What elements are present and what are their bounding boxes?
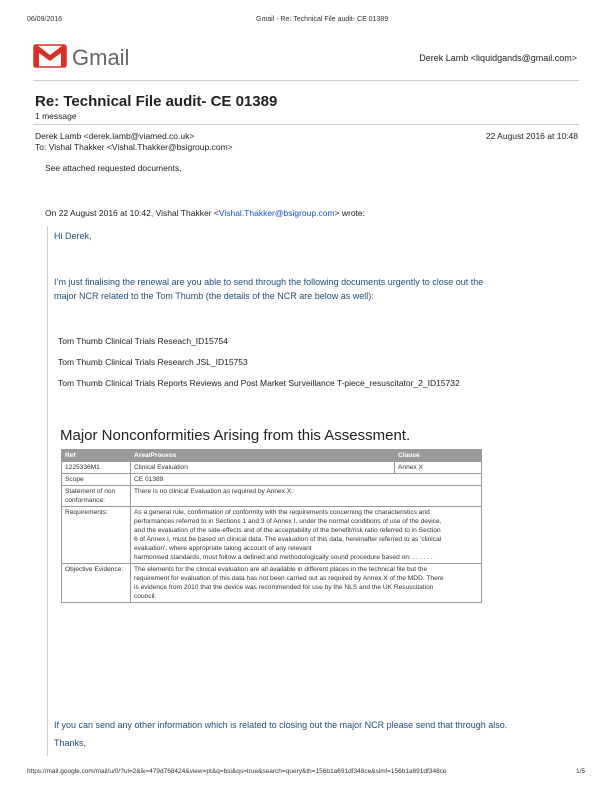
- message-body: See attached requested documents,: [45, 163, 182, 173]
- ncr-text-line: evaluation', where appropriate taking account of any relevant: [134, 545, 312, 552]
- document-item: Tom Thumb Clinical Trials Reports Reviews and Post Market Surveillance T-piece_resuscitator_2_ID15732: [58, 378, 460, 388]
- quote-attr-prefix: On 22 August 2016 at 10:42, Vishal Thakker <: [45, 208, 219, 218]
- subject-divider: [33, 124, 579, 125]
- quote-attribution: [45, 208, 365, 218]
- quoted-intro-line2: major NCR related to the Tom Thumb (the details of the NCR are below as well):: [54, 291, 374, 301]
- quote-sender-email-link[interactable]: Vishal.Thakker@bsigroup.com: [218, 208, 335, 218]
- quote-bar: [47, 226, 48, 756]
- ncr-table: [61, 449, 482, 603]
- ncr-area-value: Clinical Evaluation: [131, 462, 395, 474]
- table-row: [62, 486, 482, 507]
- app-name: Gmail: [72, 45, 130, 70]
- gmail-logo[interactable]: [33, 44, 133, 72]
- ncr-text-line: council.: [134, 593, 157, 600]
- print-title: Gmail - Re: Technical File audit- CE 01389: [256, 16, 389, 23]
- ncr-text-line: is evidence from 2010 that the device was recommended for use by the NLS and the UK Resuscitation: [134, 584, 434, 591]
- ncr-scope-label: Scope: [62, 474, 131, 486]
- table-row: [62, 564, 482, 603]
- ncr-text-line: requirement for evaluation of this data has not been carried out as required by Annex X of the MDD. There: [134, 575, 444, 582]
- ncr-header-row: [62, 450, 482, 462]
- ncr-text-line: 6 of Annex I, must be based on clinical data. The evaluation of this data, hereinafter referred to as 'clinical: [134, 536, 442, 543]
- gmail-m-icon: [33, 44, 67, 68]
- quoted-intro-line1: I’m just finalising the renewal are you able to send through the following documents urgently to close out the: [54, 277, 484, 287]
- ncr-header-ref: Ref: [62, 450, 131, 462]
- ncr-text-line: harmonised standards, must follow a defined and methodologically sound procedure based on: . . . . . .: [134, 554, 433, 561]
- ncr-requirements-value: [131, 507, 482, 564]
- ncr-header-area: Area/Process: [131, 450, 395, 462]
- message-from[interactable]: Derek Lamb <derek.lamb@viamed.co.uk>: [35, 131, 195, 141]
- ncr-objective-value: [131, 564, 482, 603]
- header-divider: [33, 80, 579, 81]
- ncr-ref-value: 1225336M1: [62, 462, 131, 474]
- account-label: Derek Lamb <liquidgands@gmail.com>: [419, 53, 577, 63]
- quoted-signoff: Thanks,: [54, 738, 87, 748]
- ncr-title: Major Nonconformities Arising from this Assessment.: [60, 427, 411, 444]
- ncr-text-line: and the evaluation of the side-effects and of the acceptability of the benefit/risk ratio referred to in Section: [134, 527, 441, 534]
- ncr-scope-value: CE 01389: [131, 474, 482, 486]
- print-url[interactable]: https://mail.google.com/mail/u/0/?ui=2&ik=479d768424&view=pt&q=bsi&qs=true&search=query&th=156b1a691df348ce&siml=156b1a691df348ce: [27, 768, 447, 775]
- table-row: [62, 507, 482, 564]
- print-date: 06/09/2016: [27, 16, 63, 23]
- quoted-closing: If you can send any other information which is related to closing out the major NCR please send that through also.: [54, 720, 508, 730]
- ncr-requirements-label: Requirements:: [62, 507, 131, 564]
- message-count: 1 message: [35, 111, 77, 121]
- ncr-statement-value: There is no clinical Evaluation as required by Annex X.: [131, 486, 482, 507]
- quote-attr-suffix: > wrote:: [334, 208, 366, 218]
- quoted-greeting: Hi Derek,: [54, 231, 92, 241]
- table-row: [62, 462, 482, 474]
- ncr-text-line: The elements for the clinical evaluation are all available in different places in the technical file but the: [134, 566, 428, 573]
- table-row: [62, 474, 482, 486]
- thread-subject: Re: Technical File audit- CE 01389: [35, 93, 278, 110]
- ncr-objective-label: Objective Evidence:: [62, 564, 131, 603]
- page-number: 1/5: [575, 768, 585, 775]
- message-date: 22 August 2016 at 10:48: [485, 131, 578, 141]
- ncr-clause-value: Annex X: [395, 462, 482, 474]
- document-item: Tom Thumb Clinical Trials Research JSL_ID15753: [58, 357, 248, 367]
- ncr-text-line: performances referred to in Sections 1 and 3 of Annex I, under the normal conditions of use of the device,: [134, 518, 442, 525]
- document-item: Tom Thumb Clinical Trials Reseach_ID15754: [58, 336, 228, 346]
- ncr-text-line: As a general rule, confirmation of conformity with the requirements concerning the characteristics and: [134, 509, 430, 516]
- ncr-statement-label: Statement of non conformance:: [62, 486, 131, 507]
- message-to[interactable]: To: Vishal Thakker <Vishal.Thakker@bsigroup.com>: [35, 142, 233, 152]
- ncr-header-clause: Clause: [395, 450, 482, 462]
